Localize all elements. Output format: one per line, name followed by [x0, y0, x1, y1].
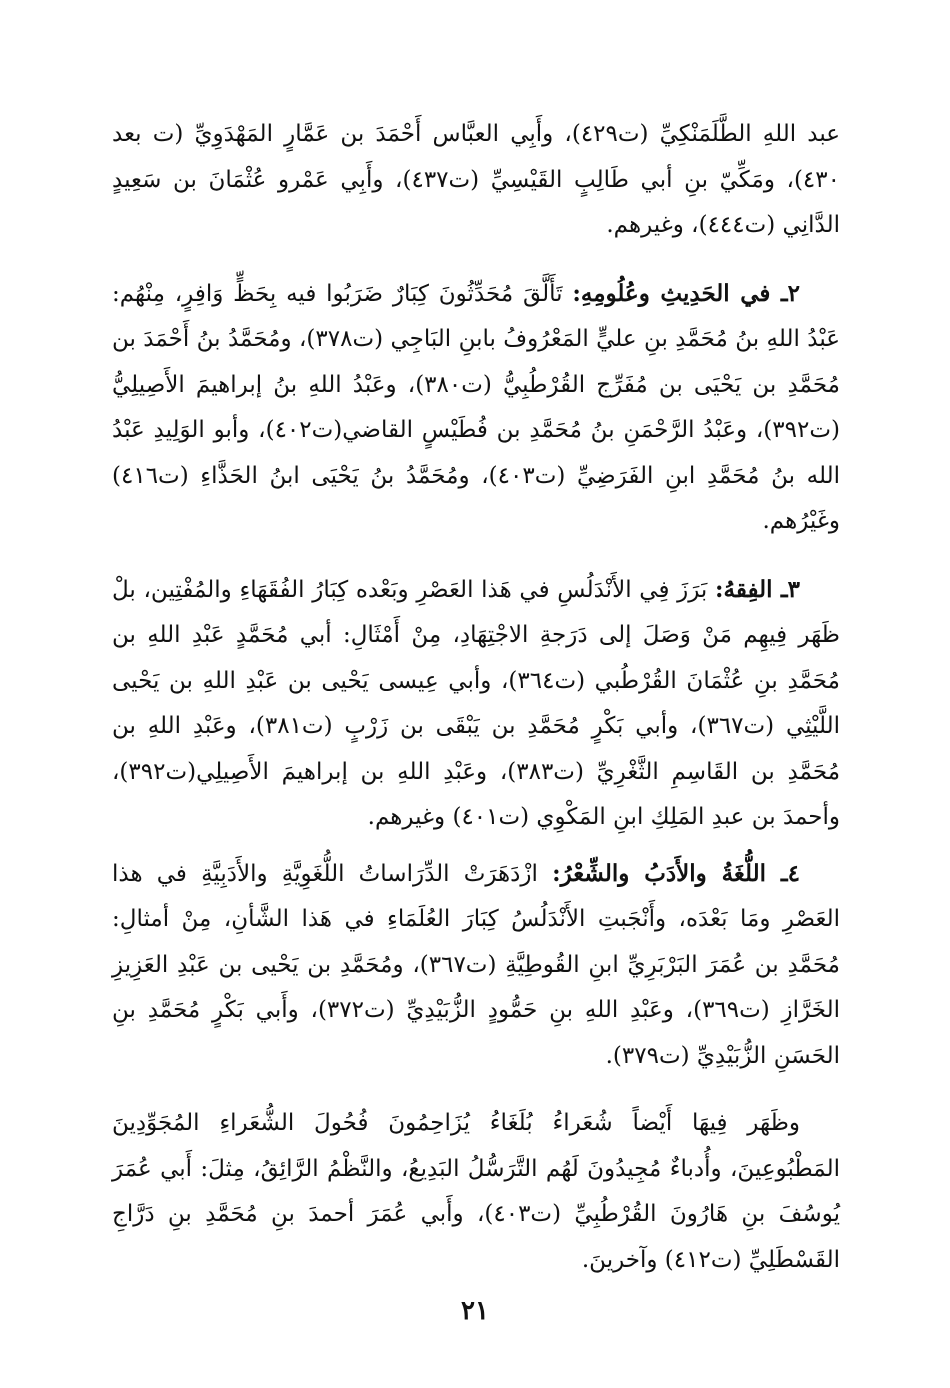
page-number: ٢١	[461, 1296, 489, 1326]
paragraph-body: تَأَلَّقَ مُحَدِّثُونَ كِبَارٌ ضَرَبُوا فيه بِحَظٍّ وَافِرٍ، مِنْهُم: عَبْدُ اللهِ بنُ مُحَمَّدِ بنِ عليٍّ المَعْرُوفُ بابنِ البَاجِي (ت٣٧٨)، ومُحَمَّدُ بنُ أَحْمَدَ بن مُحَمَّدِ بن يَحْيَى بن مُفَرِّج القُرْطُبِيُّ (ت٣٨٠)، وعَبْدُ اللهِ بنُ إبراهيمَ الأَصِيلِيُّ (ت٣٩٢)، وعَبْدُ الرَّحْمَنِ بنُ مُحَمَّدِ بن فُطَيْسٍ القاضي(ت٤٠٢)، وأبو الوَلِيدِ عَبْدُ الله بنُ مُحَمَّدِ ابنِ الفَرَضِيِّ (ت٤٠٣)، ومُحَمَّدُ بنُ يَحْيَى ابنُ الحَذَّاءِ (ت٤١٦) وغَيْرُهم.	[112, 280, 840, 534]
paragraph-hadith	[112, 271, 840, 545]
paragraph-heading: ٢ـ في الحَدِيثِ وعُلُومِهِ:	[572, 279, 800, 307]
paragraph-body: وظَهَر فِيهَا أَيْضاً شُعَراءُ بُلَغَاءُ يُزَاحِمُونَ فُحُولَ الشُّعَراءِ المُجَوِّدِينَ المَطْبُوعِينَ، وأُدباءٌ مُجِيدُونَ لَهُم التَّرَسُّلُ البَدِيعُ، والنَّظْمُ الرَّائِقُ، مِثلَ: أَبي عُمَرَ يُوسُفَ بنِ هَارُونَ القُرْطُبِيِّ (ت٤٠٣)، وأَبي عُمَرَ أحمدَ بنِ مُحَمَّدِ بنِ دَرَّاجِ القَسْطَلِيِّ (ت٤١٢) وآخرينَ.	[112, 1110, 840, 1273]
paragraph-body: عبد اللهِ الطَّلَمَنْكِيِّ (ت٤٢٩)، وأَبِي العبَّاس أَحْمَدَ بن عَمَّارٍ المَهْدَوِيِّ (ت بعد ٤٣٠)، ومَكِّيّ بنِ أبي طَالِبٍ القَيْسِيِّ (ت٤٣٧)، وأَبِي عَمْرو عُثْمَانَ بن سَعِيدٍ الدَّانِي (ت٤٤٤)، وغيرهم.	[112, 121, 840, 238]
paragraph-heading: ٣ـ الفِقهُ:	[715, 575, 800, 603]
main-text	[112, 112, 840, 1283]
paragraph-heading: ٤ـ اللُّغَةُ والأَدَبُ والشِّعْرُ:	[552, 859, 800, 887]
paragraph-poets	[112, 1101, 840, 1283]
paragraph-body: بَرَزَ فِي الأَنْدَلُسِ في هَذا العَصْرِ وبَعْده كِبَارُ الفُقَهَاءِ والمُفْتِين، بلْ ظَهَر فِيهِم مَنْ وَصَلَ إلى دَرَجةِ الاجْتِهَادِ، مِنْ أَمْثَالِ: أبي مُحَمَّدٍ عَبْدِ اللهِ بن مُحَمَّدِ بنِ عُثْمَانَ القُرْطُبي (ت٣٦٤)، وأبي عِيسى يَحْيى بن عَبْدِ اللهِ بن يَحْيى اللَّيْثِي (ت٣٦٧)، وأبي بَكْرٍ مُحَمَّدِ بن يَبْقَى بن زَرْبٍ (ت٣٨١)، وعَبْدِ اللهِ بن مُحَمَّدِ بن القَاسِمِ الثَّغْرِيِّ (ت٣٨٣)، وعَبْدِ اللهِ بن إبراهيمَ الأَصِيلِي(ت٣٩٢)، وأحمدَ بن عبدِ المَلِكِ ابنِ المَكْوِي (ت٤٠١) وغيرهم.	[112, 576, 841, 830]
paragraph-fiqh	[112, 567, 840, 841]
paragraph-language-literature	[112, 851, 840, 1080]
paragraph-continuation	[112, 112, 840, 249]
paragraph-body: ازْدَهَرَتْ الدِّرَاساتُ اللُّغَوِيَّةِ والأَدَبِيَّةِ في هذا العَصْرِ ومَا بَعْدَه، وأَنْجَبتِ الأَنْدَلُسُ كِبَارَ العُلَمَاءِ في هَذا الشَّأنِ، مِنْ أمثالِ: مُحَمَّدِ بن عُمَرَ البَرْبَرِيِّ ابنِ القُوطِيَّةِ (ت٣٦٧)، ومُحَمَّدِ بن يَحْيى بن عَبْدِ العَزِيزِ الخَرَّازِ (ت٣٦٩)، وعَبْدِ اللهِ بنِ حَمُّودٍ الزُّبَيْدِيِّ (ت٣٧٢)، وأَبي بَكْرٍ مُحَمَّدِ بنِ الحَسَنِ الزُّبَيْدِيِّ (ت٣٧٩).	[112, 860, 840, 1069]
